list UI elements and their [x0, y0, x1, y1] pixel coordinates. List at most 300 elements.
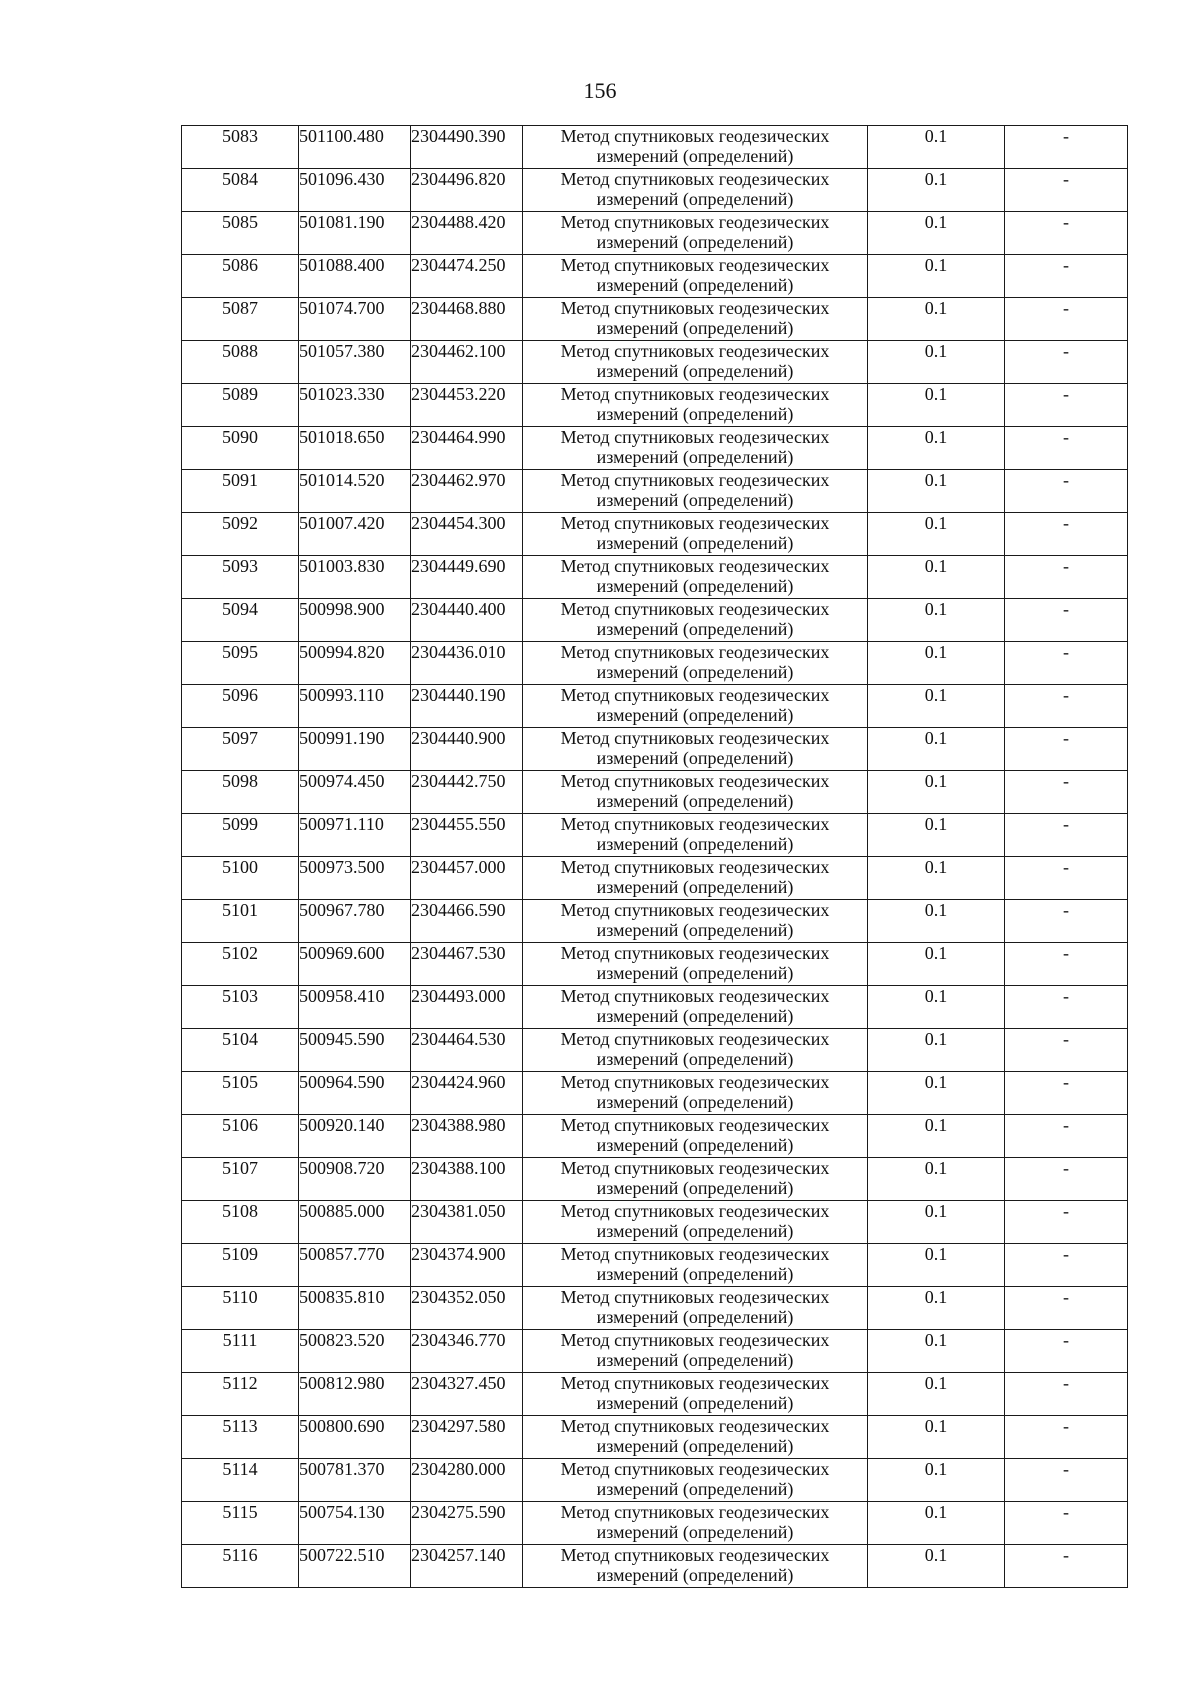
y-coordinate-cell: 2304381.050	[411, 1201, 523, 1244]
extra-cell: -	[1005, 685, 1128, 728]
method-line-2: измерений (определений)	[596, 1307, 794, 1327]
y-coordinate-cell: 2304455.550	[411, 814, 523, 857]
table-row	[182, 1072, 1128, 1115]
accuracy-cell: 0.1	[868, 642, 1005, 685]
accuracy-cell: 0.1	[868, 427, 1005, 470]
x-coordinate-cell: 500969.600	[299, 943, 411, 986]
table-row	[182, 1416, 1128, 1459]
method-cell	[523, 771, 868, 814]
point-number-cell: 5088	[182, 341, 299, 384]
x-coordinate-cell: 500835.810	[299, 1287, 411, 1330]
x-coordinate-cell: 501096.430	[299, 169, 411, 212]
method-line-2: измерений (определений)	[596, 1006, 794, 1026]
point-number-cell: 5111	[182, 1330, 299, 1373]
extra-cell: -	[1005, 857, 1128, 900]
table-row	[182, 1244, 1128, 1287]
point-number-cell: 5108	[182, 1201, 299, 1244]
accuracy-cell: 0.1	[868, 1502, 1005, 1545]
point-number-cell: 5086	[182, 255, 299, 298]
method-cell	[523, 900, 868, 943]
method-cell	[523, 1545, 868, 1588]
accuracy-cell: 0.1	[868, 1287, 1005, 1330]
method-line-2: измерений (определений)	[596, 705, 794, 725]
extra-cell: -	[1005, 943, 1128, 986]
x-coordinate-cell: 500994.820	[299, 642, 411, 685]
method-line-1: Метод спутниковых геодезических	[560, 341, 830, 361]
method-line-2: измерений (определений)	[596, 146, 794, 166]
x-coordinate-cell: 500974.450	[299, 771, 411, 814]
table-row	[182, 685, 1128, 728]
method-line-1: Метод спутниковых геодезических	[560, 900, 830, 920]
table-row	[182, 1029, 1128, 1072]
point-number-cell: 5087	[182, 298, 299, 341]
method-line-2: измерений (определений)	[596, 1393, 794, 1413]
y-coordinate-cell: 2304374.900	[411, 1244, 523, 1287]
extra-cell: -	[1005, 1502, 1128, 1545]
y-coordinate-cell: 2304468.880	[411, 298, 523, 341]
y-coordinate-cell: 2304467.530	[411, 943, 523, 986]
x-coordinate-cell: 500722.510	[299, 1545, 411, 1588]
method-line-1: Метод спутниковых геодезических	[560, 1115, 830, 1135]
extra-cell: -	[1005, 1545, 1128, 1588]
accuracy-cell: 0.1	[868, 384, 1005, 427]
x-coordinate-cell: 501074.700	[299, 298, 411, 341]
table-row	[182, 341, 1128, 384]
y-coordinate-cell: 2304449.690	[411, 556, 523, 599]
accuracy-cell: 0.1	[868, 1201, 1005, 1244]
table-row	[182, 1330, 1128, 1373]
accuracy-cell: 0.1	[868, 169, 1005, 212]
coordinates-table	[181, 125, 1128, 1588]
point-number-cell: 5091	[182, 470, 299, 513]
x-coordinate-cell: 500991.190	[299, 728, 411, 771]
point-number-cell: 5103	[182, 986, 299, 1029]
method-line-2: измерений (определений)	[596, 1350, 794, 1370]
method-line-2: измерений (определений)	[596, 920, 794, 940]
method-cell	[523, 685, 868, 728]
method-line-1: Метод спутниковых геодезических	[560, 513, 830, 533]
table-row	[182, 1373, 1128, 1416]
accuracy-cell: 0.1	[868, 986, 1005, 1029]
method-line-1: Метод спутниковых геодезических	[560, 986, 830, 1006]
method-line-2: измерений (определений)	[596, 189, 794, 209]
method-cell	[523, 384, 868, 427]
x-coordinate-cell: 500800.690	[299, 1416, 411, 1459]
y-coordinate-cell: 2304466.590	[411, 900, 523, 943]
method-line-2: измерений (определений)	[596, 1522, 794, 1542]
method-cell	[523, 1502, 868, 1545]
method-cell	[523, 298, 868, 341]
method-line-1: Метод спутниковых геодезических	[560, 771, 830, 791]
extra-cell: -	[1005, 642, 1128, 685]
extra-cell: -	[1005, 255, 1128, 298]
x-coordinate-cell: 500964.590	[299, 1072, 411, 1115]
point-number-cell: 5115	[182, 1502, 299, 1545]
point-number-cell: 5084	[182, 169, 299, 212]
accuracy-cell: 0.1	[868, 900, 1005, 943]
extra-cell: -	[1005, 341, 1128, 384]
extra-cell: -	[1005, 384, 1128, 427]
method-line-2: измерений (определений)	[596, 1049, 794, 1069]
point-number-cell: 5090	[182, 427, 299, 470]
table-row	[182, 986, 1128, 1029]
method-line-2: измерений (определений)	[596, 1264, 794, 1284]
point-number-cell: 5116	[182, 1545, 299, 1588]
accuracy-cell: 0.1	[868, 1158, 1005, 1201]
point-number-cell: 5100	[182, 857, 299, 900]
table-row	[182, 1459, 1128, 1502]
extra-cell: -	[1005, 556, 1128, 599]
x-coordinate-cell: 501100.480	[299, 126, 411, 169]
method-line-1: Метод спутниковых геодезических	[560, 685, 830, 705]
y-coordinate-cell: 2304275.590	[411, 1502, 523, 1545]
method-cell	[523, 986, 868, 1029]
method-line-2: измерений (определений)	[596, 447, 794, 467]
method-line-1: Метод спутниковых геодезических	[560, 556, 830, 576]
x-coordinate-cell: 501088.400	[299, 255, 411, 298]
method-line-1: Метод спутниковых геодезических	[560, 1072, 830, 1092]
extra-cell: -	[1005, 1416, 1128, 1459]
y-coordinate-cell: 2304346.770	[411, 1330, 523, 1373]
accuracy-cell: 0.1	[868, 1072, 1005, 1115]
extra-cell: -	[1005, 1244, 1128, 1287]
method-line-1: Метод спутниковых геодезических	[560, 642, 830, 662]
accuracy-cell: 0.1	[868, 1115, 1005, 1158]
extra-cell: -	[1005, 900, 1128, 943]
method-cell	[523, 255, 868, 298]
method-line-2: измерений (определений)	[596, 1221, 794, 1241]
method-line-2: измерений (определений)	[596, 1178, 794, 1198]
point-number-cell: 5107	[182, 1158, 299, 1201]
extra-cell: -	[1005, 470, 1128, 513]
method-line-1: Метод спутниковых геодезических	[560, 599, 830, 619]
accuracy-cell: 0.1	[868, 1029, 1005, 1072]
method-line-2: измерений (определений)	[596, 748, 794, 768]
method-line-2: измерений (определений)	[596, 1565, 794, 1585]
accuracy-cell: 0.1	[868, 298, 1005, 341]
table-row	[182, 900, 1128, 943]
table-row	[182, 255, 1128, 298]
x-coordinate-cell: 500823.520	[299, 1330, 411, 1373]
page-number: 156	[583, 78, 617, 103]
extra-cell: -	[1005, 1115, 1128, 1158]
table-row	[182, 1201, 1128, 1244]
accuracy-cell: 0.1	[868, 1373, 1005, 1416]
y-coordinate-cell: 2304453.220	[411, 384, 523, 427]
method-line-1: Метод спутниковых геодезических	[560, 728, 830, 748]
method-cell	[523, 1330, 868, 1373]
method-cell	[523, 556, 868, 599]
point-number-cell: 5113	[182, 1416, 299, 1459]
y-coordinate-cell: 2304490.390	[411, 126, 523, 169]
table-row	[182, 212, 1128, 255]
method-cell	[523, 1201, 868, 1244]
x-coordinate-cell: 500967.780	[299, 900, 411, 943]
method-line-1: Метод спутниковых геодезических	[560, 470, 830, 490]
table-row	[182, 943, 1128, 986]
accuracy-cell: 0.1	[868, 685, 1005, 728]
accuracy-cell: 0.1	[868, 1545, 1005, 1588]
point-number-cell: 5104	[182, 1029, 299, 1072]
x-coordinate-cell: 500973.500	[299, 857, 411, 900]
x-coordinate-cell: 501057.380	[299, 341, 411, 384]
method-line-1: Метод спутниковых геодезических	[560, 1545, 830, 1565]
method-cell	[523, 1373, 868, 1416]
accuracy-cell: 0.1	[868, 857, 1005, 900]
accuracy-cell: 0.1	[868, 943, 1005, 986]
method-line-1: Метод спутниковых геодезических	[560, 126, 830, 146]
y-coordinate-cell: 2304280.000	[411, 1459, 523, 1502]
method-line-1: Метод спутниковых геодезических	[560, 384, 830, 404]
method-line-1: Метод спутниковых геодезических	[560, 169, 830, 189]
table-row	[182, 470, 1128, 513]
y-coordinate-cell: 2304440.400	[411, 599, 523, 642]
extra-cell: -	[1005, 814, 1128, 857]
y-coordinate-cell: 2304457.000	[411, 857, 523, 900]
table-row	[182, 857, 1128, 900]
method-line-1: Метод спутниковых геодезических	[560, 1287, 830, 1307]
method-cell	[523, 1459, 868, 1502]
method-cell	[523, 427, 868, 470]
y-coordinate-cell: 2304496.820	[411, 169, 523, 212]
table-row	[182, 1545, 1128, 1588]
y-coordinate-cell: 2304440.900	[411, 728, 523, 771]
method-line-1: Метод спутниковых геодезических	[560, 1244, 830, 1264]
method-cell	[523, 1287, 868, 1330]
extra-cell: -	[1005, 1158, 1128, 1201]
point-number-cell: 5092	[182, 513, 299, 556]
extra-cell: -	[1005, 771, 1128, 814]
method-line-2: измерений (определений)	[596, 877, 794, 897]
table-row	[182, 126, 1128, 169]
method-cell	[523, 599, 868, 642]
point-number-cell: 5106	[182, 1115, 299, 1158]
y-coordinate-cell: 2304327.450	[411, 1373, 523, 1416]
method-line-1: Метод спутниковых геодезических	[560, 1029, 830, 1049]
method-cell	[523, 1244, 868, 1287]
y-coordinate-cell: 2304464.530	[411, 1029, 523, 1072]
point-number-cell: 5094	[182, 599, 299, 642]
x-coordinate-cell: 500945.590	[299, 1029, 411, 1072]
accuracy-cell: 0.1	[868, 470, 1005, 513]
method-cell	[523, 513, 868, 556]
table-row	[182, 728, 1128, 771]
point-number-cell: 5112	[182, 1373, 299, 1416]
method-line-2: измерений (определений)	[596, 361, 794, 381]
x-coordinate-cell: 500754.130	[299, 1502, 411, 1545]
x-coordinate-cell: 501023.330	[299, 384, 411, 427]
accuracy-cell: 0.1	[868, 1330, 1005, 1373]
x-coordinate-cell: 501081.190	[299, 212, 411, 255]
accuracy-cell: 0.1	[868, 556, 1005, 599]
method-line-2: измерений (определений)	[596, 490, 794, 510]
extra-cell: -	[1005, 298, 1128, 341]
point-number-cell: 5085	[182, 212, 299, 255]
y-coordinate-cell: 2304442.750	[411, 771, 523, 814]
method-line-2: измерений (определений)	[596, 1436, 794, 1456]
method-line-2: измерений (определений)	[596, 576, 794, 596]
table-row	[182, 814, 1128, 857]
method-cell	[523, 1115, 868, 1158]
method-line-1: Метод спутниковых геодезических	[560, 298, 830, 318]
method-cell	[523, 1072, 868, 1115]
extra-cell: -	[1005, 1287, 1128, 1330]
x-coordinate-cell: 500971.110	[299, 814, 411, 857]
table-body	[182, 126, 1128, 1588]
table-row	[182, 642, 1128, 685]
method-cell	[523, 642, 868, 685]
accuracy-cell: 0.1	[868, 513, 1005, 556]
table-row	[182, 384, 1128, 427]
x-coordinate-cell: 501018.650	[299, 427, 411, 470]
y-coordinate-cell: 2304257.140	[411, 1545, 523, 1588]
method-cell	[523, 814, 868, 857]
extra-cell: -	[1005, 212, 1128, 255]
method-line-1: Метод спутниковых геодезических	[560, 427, 830, 447]
accuracy-cell: 0.1	[868, 1416, 1005, 1459]
x-coordinate-cell: 500781.370	[299, 1459, 411, 1502]
method-line-1: Метод спутниковых геодезических	[560, 1201, 830, 1221]
extra-cell: -	[1005, 169, 1128, 212]
accuracy-cell: 0.1	[868, 1244, 1005, 1287]
method-line-1: Метод спутниковых геодезических	[560, 1330, 830, 1350]
point-number-cell: 5096	[182, 685, 299, 728]
extra-cell: -	[1005, 986, 1128, 1029]
method-line-1: Метод спутниковых геодезических	[560, 943, 830, 963]
table-row	[182, 1158, 1128, 1201]
method-line-2: измерений (определений)	[596, 662, 794, 682]
method-line-2: измерений (определений)	[596, 834, 794, 854]
method-cell	[523, 943, 868, 986]
method-line-2: измерений (определений)	[596, 1092, 794, 1112]
method-line-1: Метод спутниковых геодезических	[560, 814, 830, 834]
x-coordinate-cell: 500812.980	[299, 1373, 411, 1416]
extra-cell: -	[1005, 1029, 1128, 1072]
point-number-cell: 5110	[182, 1287, 299, 1330]
y-coordinate-cell: 2304493.000	[411, 986, 523, 1029]
point-number-cell: 5105	[182, 1072, 299, 1115]
method-line-2: измерений (определений)	[596, 963, 794, 983]
extra-cell: -	[1005, 1201, 1128, 1244]
method-line-1: Метод спутниковых геодезических	[560, 1459, 830, 1479]
accuracy-cell: 0.1	[868, 814, 1005, 857]
method-cell	[523, 1416, 868, 1459]
y-coordinate-cell: 2304454.300	[411, 513, 523, 556]
table-row	[182, 169, 1128, 212]
y-coordinate-cell: 2304440.190	[411, 685, 523, 728]
x-coordinate-cell: 501007.420	[299, 513, 411, 556]
method-line-1: Метод спутниковых геодезических	[560, 1373, 830, 1393]
y-coordinate-cell: 2304488.420	[411, 212, 523, 255]
x-coordinate-cell: 500993.110	[299, 685, 411, 728]
method-cell	[523, 1029, 868, 1072]
method-line-2: измерений (определений)	[596, 275, 794, 295]
accuracy-cell: 0.1	[868, 771, 1005, 814]
extra-cell: -	[1005, 1459, 1128, 1502]
x-coordinate-cell: 500857.770	[299, 1244, 411, 1287]
extra-cell: -	[1005, 513, 1128, 556]
method-cell	[523, 341, 868, 384]
x-coordinate-cell: 501003.830	[299, 556, 411, 599]
extra-cell: -	[1005, 1373, 1128, 1416]
method-cell	[523, 212, 868, 255]
method-cell	[523, 470, 868, 513]
method-line-1: Метод спутниковых геодезических	[560, 1158, 830, 1178]
method-line-2: измерений (определений)	[596, 1479, 794, 1499]
table-row	[182, 298, 1128, 341]
accuracy-cell: 0.1	[868, 1459, 1005, 1502]
y-coordinate-cell: 2304352.050	[411, 1287, 523, 1330]
method-line-1: Метод спутниковых геодезических	[560, 857, 830, 877]
y-coordinate-cell: 2304388.980	[411, 1115, 523, 1158]
y-coordinate-cell: 2304462.100	[411, 341, 523, 384]
method-line-1: Метод спутниковых геодезических	[560, 1502, 830, 1522]
point-number-cell: 5109	[182, 1244, 299, 1287]
extra-cell: -	[1005, 599, 1128, 642]
x-coordinate-cell: 500908.720	[299, 1158, 411, 1201]
method-line-2: измерений (определений)	[596, 1135, 794, 1155]
method-line-2: измерений (определений)	[596, 533, 794, 553]
point-number-cell: 5099	[182, 814, 299, 857]
point-number-cell: 5101	[182, 900, 299, 943]
method-line-2: измерений (определений)	[596, 404, 794, 424]
table-row	[182, 1287, 1128, 1330]
table-row	[182, 599, 1128, 642]
method-line-2: измерений (определений)	[596, 619, 794, 639]
y-coordinate-cell: 2304297.580	[411, 1416, 523, 1459]
table-row	[182, 1502, 1128, 1545]
point-number-cell: 5093	[182, 556, 299, 599]
method-line-2: измерений (определений)	[596, 232, 794, 252]
method-line-1: Метод спутниковых геодезических	[560, 1416, 830, 1436]
table-row	[182, 556, 1128, 599]
method-cell	[523, 126, 868, 169]
table-row	[182, 427, 1128, 470]
method-cell	[523, 169, 868, 212]
y-coordinate-cell: 2304436.010	[411, 642, 523, 685]
x-coordinate-cell: 500920.140	[299, 1115, 411, 1158]
extra-cell: -	[1005, 1072, 1128, 1115]
point-number-cell: 5114	[182, 1459, 299, 1502]
accuracy-cell: 0.1	[868, 255, 1005, 298]
x-coordinate-cell: 501014.520	[299, 470, 411, 513]
point-number-cell: 5089	[182, 384, 299, 427]
accuracy-cell: 0.1	[868, 599, 1005, 642]
accuracy-cell: 0.1	[868, 728, 1005, 771]
extra-cell: -	[1005, 427, 1128, 470]
table-row	[182, 1115, 1128, 1158]
x-coordinate-cell: 500885.000	[299, 1201, 411, 1244]
table-row	[182, 771, 1128, 814]
method-line-2: измерений (определений)	[596, 318, 794, 338]
accuracy-cell: 0.1	[868, 126, 1005, 169]
accuracy-cell: 0.1	[868, 341, 1005, 384]
point-number-cell: 5102	[182, 943, 299, 986]
y-coordinate-cell: 2304424.960	[411, 1072, 523, 1115]
method-cell	[523, 1158, 868, 1201]
extra-cell: -	[1005, 728, 1128, 771]
point-number-cell: 5095	[182, 642, 299, 685]
x-coordinate-cell: 500958.410	[299, 986, 411, 1029]
y-coordinate-cell: 2304388.100	[411, 1158, 523, 1201]
y-coordinate-cell: 2304474.250	[411, 255, 523, 298]
method-cell	[523, 857, 868, 900]
method-line-2: измерений (определений)	[596, 791, 794, 811]
method-line-1: Метод спутниковых геодезических	[560, 255, 830, 275]
method-line-1: Метод спутниковых геодезических	[560, 212, 830, 232]
y-coordinate-cell: 2304464.990	[411, 427, 523, 470]
extra-cell: -	[1005, 126, 1128, 169]
